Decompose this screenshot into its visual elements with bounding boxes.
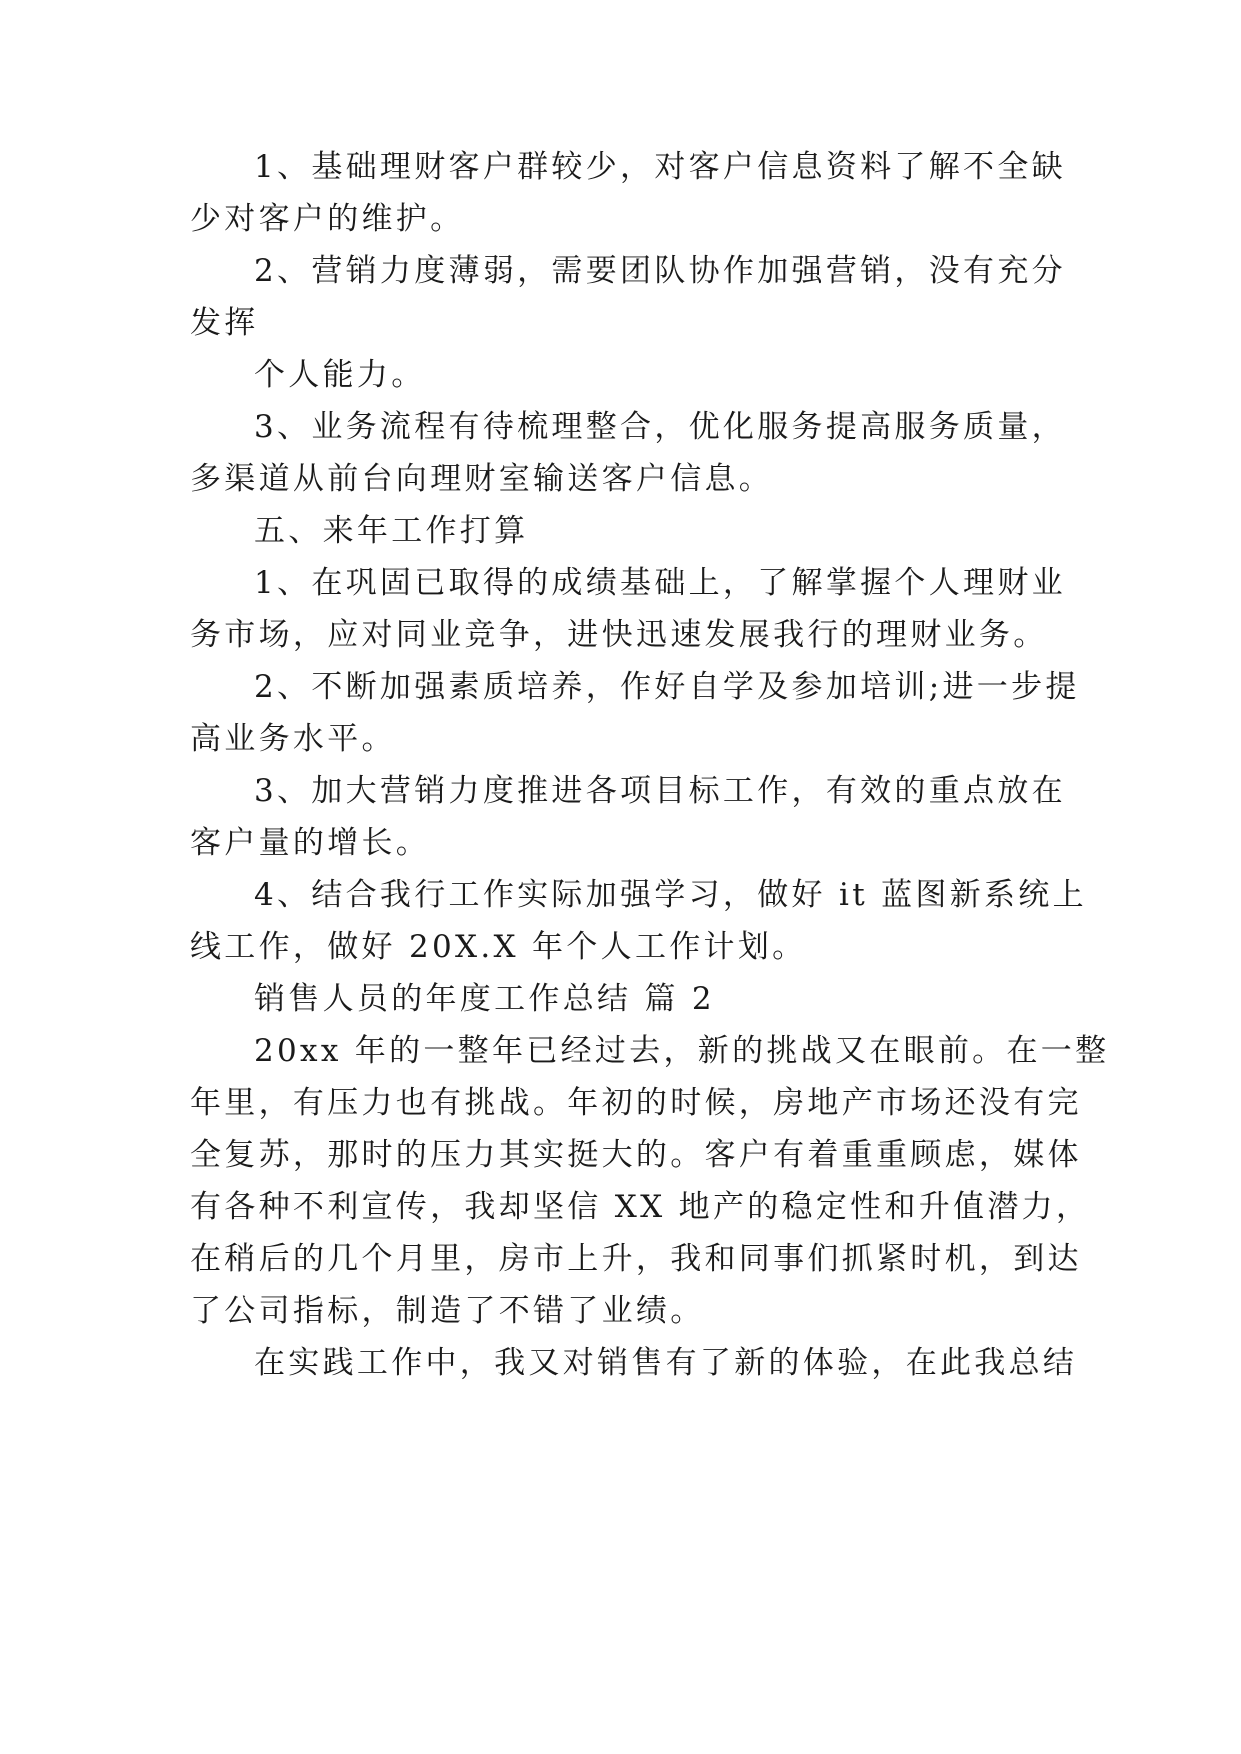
text-line: 客户量的增长。: [190, 825, 431, 861]
text-line: 全复苏，那时的压力其实挺大的。客户有着重重顾虑，媒体: [190, 1137, 1082, 1173]
text-line: 3、业务流程有待梳理整合，优化服务提高服务质量，: [254, 409, 1066, 445]
text-line: 2、营销力度薄弱，需要团队协作加强营销，没有充分: [254, 253, 1066, 289]
text-line: 有各种不利宣传，我却坚信 XX 地产的稳定性和升值潜力，: [190, 1189, 1091, 1225]
text-line: 务市场，应对同业竞争，进快迅速发展我行的理财业务。: [190, 617, 1048, 653]
text-line: 在实践工作中，我又对销售有了新的体验，在此我总结: [254, 1345, 1078, 1381]
text-line: 发挥: [190, 305, 259, 341]
text-line: 20xx 年的一整年已经过去，新的挑战又在眼前。在一整: [254, 1033, 1110, 1069]
text-line: 线工作，做好 20X.X 年个人工作计划。: [190, 929, 807, 965]
text-line: 1、在巩固已取得的成绩基础上，了解掌握个人理财业: [254, 565, 1066, 601]
text-line: 在稍后的几个月里，房市上升，我和同事们抓紧时机，到达: [190, 1241, 1082, 1277]
text-line: 1、基础理财客户群较少，对客户信息资料了解不全缺: [254, 149, 1066, 185]
text-line: 4、结合我行工作实际加强学习，做好 it 蓝图新系统上: [254, 877, 1087, 913]
text-line: 多渠道从前台向理财室输送客户信息。: [190, 461, 774, 497]
text-line: 年里，有压力也有挑战。年初的时候，房地产市场还没有完: [190, 1085, 1082, 1121]
text-line: 2、不断加强素质培养，作好自学及参加培训;进一步提: [254, 669, 1080, 705]
text-line: 少对客户的维护。: [190, 201, 465, 237]
text-line: 了公司指标，制造了不错了业绩。: [190, 1293, 705, 1329]
text-line: 销售人员的年度工作总结 篇 2: [254, 981, 715, 1017]
text-line: 3、加大营销力度推进各项目标工作，有效的重点放在: [254, 773, 1066, 809]
text-line: 五、来年工作打算: [254, 513, 529, 549]
text-line: 个人能力。: [254, 357, 426, 393]
text-line: 高业务水平。: [190, 721, 396, 757]
